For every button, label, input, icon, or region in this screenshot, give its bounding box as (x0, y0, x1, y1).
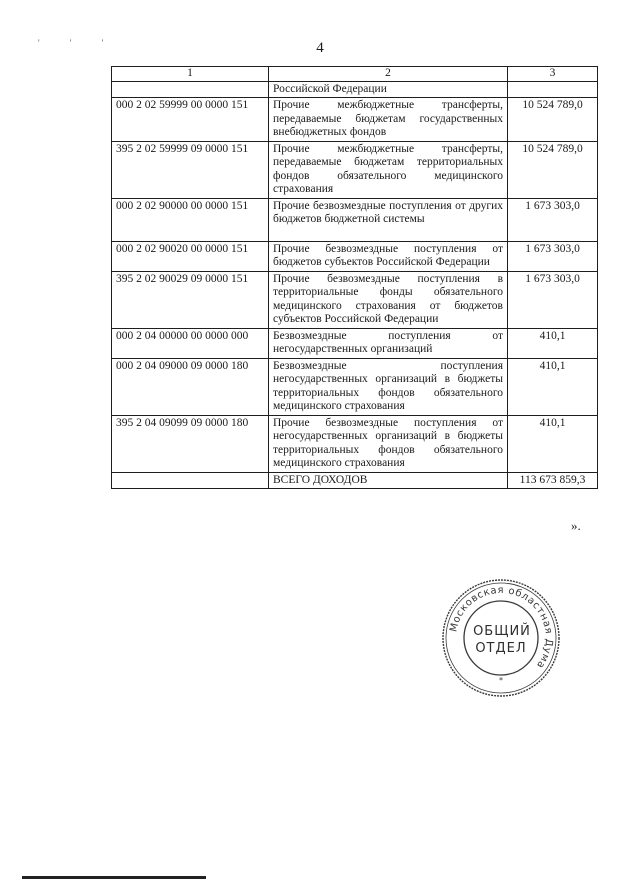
page-number: 4 (316, 40, 324, 56)
code-cell: 000 2 04 00000 00 0000 000 (112, 328, 269, 358)
stamp-center-line1: ОБЩИЙ (473, 624, 531, 639)
budget-revenue-table (111, 66, 598, 489)
stamp-ring-text: Московская областная Дума (448, 584, 555, 671)
table-row (112, 198, 598, 241)
table-total-row (112, 472, 598, 489)
code-cell (112, 472, 269, 489)
description-cell: Прочие межбюджетные трансферты, передаваемые бюджетам государственных внебюджетных фондов (269, 98, 508, 142)
official-stamp (440, 577, 562, 699)
stamp-star: * (499, 676, 503, 685)
table-row (112, 241, 598, 271)
table-row (112, 328, 598, 358)
table-row (112, 141, 598, 198)
total-label: ВСЕГО ДОХОДОВ (269, 472, 508, 489)
amount-cell: 410,1 (508, 415, 598, 472)
description-cell: Безвозмездные поступления негосударственных организаций в бюджеты территориальных фондов обязательного медицинского страхования (269, 358, 508, 415)
table-row-continuation (112, 81, 598, 98)
column-header-code: 1 (112, 67, 269, 82)
table-row (112, 415, 598, 472)
amount-cell: 1 673 303,0 (508, 198, 598, 241)
table-row (112, 271, 598, 328)
code-cell (112, 81, 269, 98)
amount-cell: 1 673 303,0 (508, 271, 598, 328)
bottom-rule (22, 876, 206, 879)
description-cell: Прочие безвозмездные поступления от других бюджетов бюджетной системы (269, 198, 508, 241)
amount-cell: 410,1 (508, 358, 598, 415)
column-header-amount: 3 (508, 67, 598, 82)
column-header-description: 2 (269, 67, 508, 82)
amount-cell: 10 524 789,0 (508, 98, 598, 142)
amount-cell: 410,1 (508, 328, 598, 358)
table-header-row (112, 67, 598, 82)
description-cell: Прочие межбюджетные трансферты, передаваемые бюджетам территориальных фондов обязательного медицинского страхования (269, 141, 508, 198)
code-cell: 395 2 02 59999 09 0000 151 (112, 141, 269, 198)
table-row (112, 98, 598, 142)
description-cell: Прочие безвозмездные поступления в территориальные фонды обязательного медицинского страхования от бюджетов субъектов Российской Федерации (269, 271, 508, 328)
code-cell: 000 2 02 59999 00 0000 151 (112, 98, 269, 142)
closing-quote-mark: ». (571, 518, 581, 533)
corner-marks: ' ' ' (38, 38, 118, 48)
description-cell: Прочие безвозмездные поступления от бюджетов субъектов Российской Федерации (269, 241, 508, 271)
code-cell: 000 2 04 09000 09 0000 180 (112, 358, 269, 415)
total-amount: 113 673 859,3 (508, 472, 598, 489)
description-cell: Безвозмездные поступления от негосударственных организаций (269, 328, 508, 358)
description-cell: Российской Федерации (269, 81, 508, 98)
amount-cell: 1 673 303,0 (508, 241, 598, 271)
code-cell: 000 2 02 90020 00 0000 151 (112, 241, 269, 271)
code-cell: 395 2 04 09099 09 0000 180 (112, 415, 269, 472)
code-cell: 000 2 02 90000 00 0000 151 (112, 198, 269, 241)
amount-cell (508, 81, 598, 98)
stamp-center-line2: ОТДЕЛ (475, 641, 527, 656)
table-row (112, 358, 598, 415)
code-cell: 395 2 02 90029 09 0000 151 (112, 271, 269, 328)
amount-cell: 10 524 789,0 (508, 141, 598, 198)
description-cell: Прочие безвозмездные поступления от негосударственных организаций в бюджеты территориальных фондов обязательного медицинского страхования (269, 415, 508, 472)
